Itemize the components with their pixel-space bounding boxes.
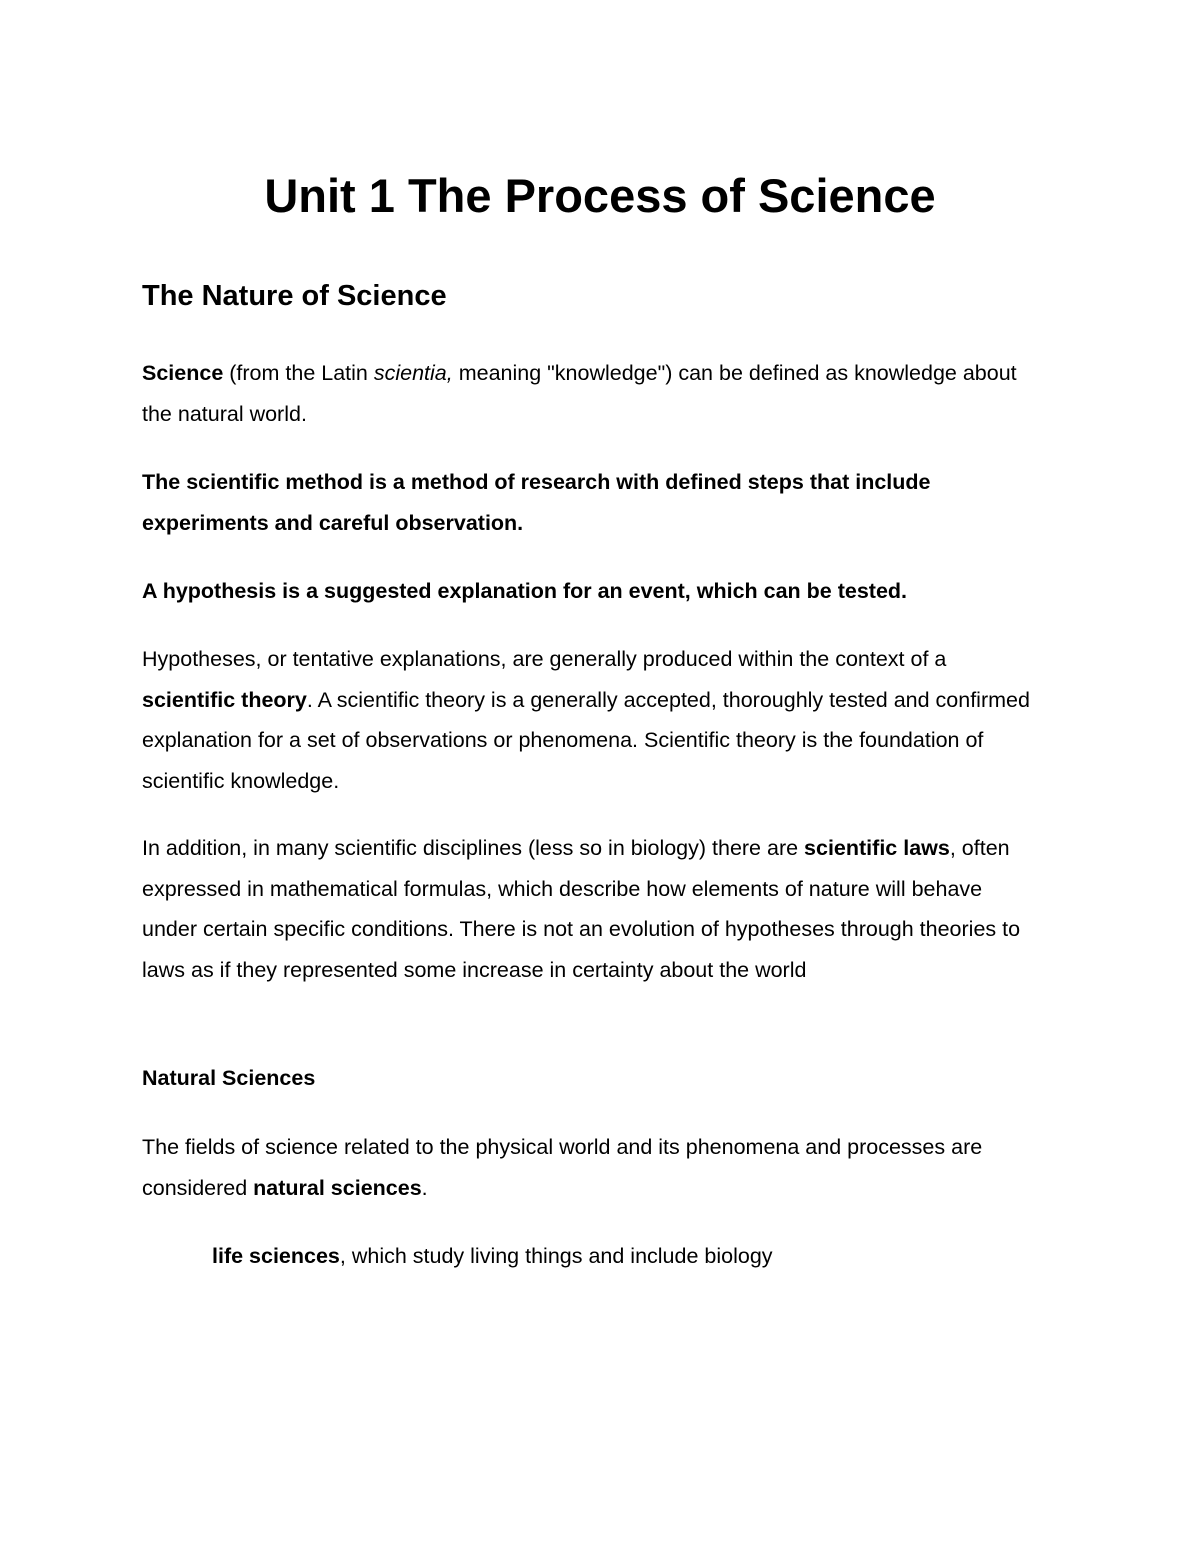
paragraph-science-definition (142, 353, 1042, 434)
paragraph-hypothesis: A hypothesis is a suggested explanation for an event, which can be tested. (142, 579, 908, 603)
p5-text-a: In addition, in many scientific disciplines (less so in biology) there are (142, 836, 805, 860)
subheading-natural-sciences: Natural Sciences (142, 1066, 316, 1090)
term-natural-sciences: natural sciences (253, 1175, 422, 1200)
paragraph-scientific-method: The scientific method is a method of research with defined steps that include experiments and careful observation. (142, 470, 931, 535)
term-scientific-laws: scientific laws (804, 836, 950, 860)
page-title: Unit 1 The Process of Science (264, 169, 936, 222)
p6-text-b: . (421, 1175, 428, 1200)
p5-text-b: , often expressed in mathematical formulas, which describe how elements of nature will behave under certain specific conditions. There is not an evolution of hypotheses through theories to laws as if they represented some increase in certainty about the world (142, 836, 1021, 982)
section-heading: The Nature of Science (142, 280, 447, 312)
p6-text-a: The fields of science related to the physical world and its phenomena and processes are considered (142, 1135, 983, 1200)
paragraph-scientific-theory (142, 639, 1042, 801)
term-science: Science (142, 361, 224, 385)
p7-text-b: , which study living things and include biology (339, 1244, 773, 1268)
term-scientia: scientia, (373, 361, 453, 385)
term-life-sciences: life sciences (212, 1244, 340, 1268)
p4-text-b: . A scientific theory is a generally accepted, thoroughly tested and confirmed explanation for a set of observations or phenomena. Scientific theory is the foundation of scientific knowledge. (142, 687, 1030, 793)
paragraph-scientific-laws (142, 828, 1042, 990)
term-scientific-theory: scientific theory (142, 687, 307, 712)
p4-text-a: Hypotheses, or tentative explanations, are generally produced within the context of a (142, 647, 947, 671)
p1-text-a: (from the Latin (223, 361, 374, 385)
p1-text-b: meaning "knowledge") can be defined as knowledge about the natural world. (142, 361, 1017, 426)
paragraph-natural-sciences (142, 1127, 1042, 1208)
paragraph-life-sciences (212, 1236, 1042, 1277)
